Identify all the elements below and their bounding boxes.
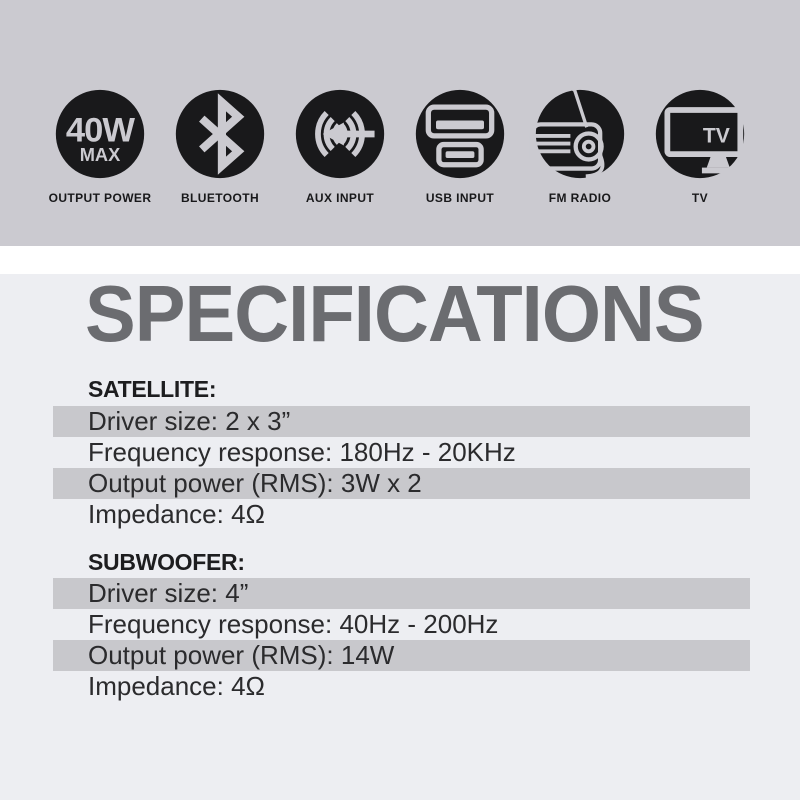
features-strip <box>0 0 800 246</box>
spec-row: Impedance: 4Ω <box>88 671 265 701</box>
feature-aux-input <box>280 86 400 205</box>
usb-input-icon <box>412 86 508 182</box>
aux-input-icon <box>292 86 388 182</box>
feature-bluetooth <box>160 86 280 205</box>
section-divider <box>0 246 800 253</box>
feature-usb-input <box>400 86 520 205</box>
spec-row: Frequency response: 40Hz - 200Hz <box>88 609 499 639</box>
feature-label: TV <box>691 191 709 205</box>
spec-row: Driver size: 2 x 3” <box>53 406 750 437</box>
specifications-section <box>0 269 800 800</box>
spec-row: Output power (RMS): 14W <box>53 640 750 671</box>
specifications-title: SPECIFICATIONS <box>85 269 704 358</box>
subwoofer-rows <box>0 578 800 702</box>
satellite-heading: SATELLITE: <box>88 376 217 402</box>
feature-label: BLUETOOTH <box>180 191 260 205</box>
satellite-rows <box>0 406 800 530</box>
feature-label: OUTPUT POWER <box>48 191 152 205</box>
subwoofer-heading: SUBWOOFER: <box>88 549 245 575</box>
tv-screen-text: TV <box>702 124 730 148</box>
fm-radio-icon <box>532 86 628 182</box>
output-power-icon <box>52 86 148 182</box>
satellite-group <box>0 378 800 530</box>
spec-row: Driver size: 4” <box>53 578 750 609</box>
feature-tv <box>640 86 760 205</box>
spec-row: Impedance: 4Ω <box>88 499 265 529</box>
spec-row: Output power (RMS): 3W x 2 <box>53 468 750 499</box>
feature-output-power <box>40 86 160 205</box>
spec-row: Frequency response: 180Hz - 20KHz <box>88 437 516 467</box>
feature-label: USB INPUT <box>425 191 495 205</box>
tv-icon <box>652 86 748 182</box>
bluetooth-icon <box>172 86 268 182</box>
feature-label: FM RADIO <box>548 191 612 205</box>
subwoofer-group <box>0 551 800 702</box>
output-power-badge-top: 40W <box>65 111 135 150</box>
output-power-badge-bottom: MAX <box>79 143 121 165</box>
feature-fm-radio <box>520 86 640 205</box>
feature-label: AUX INPUT <box>305 191 375 205</box>
